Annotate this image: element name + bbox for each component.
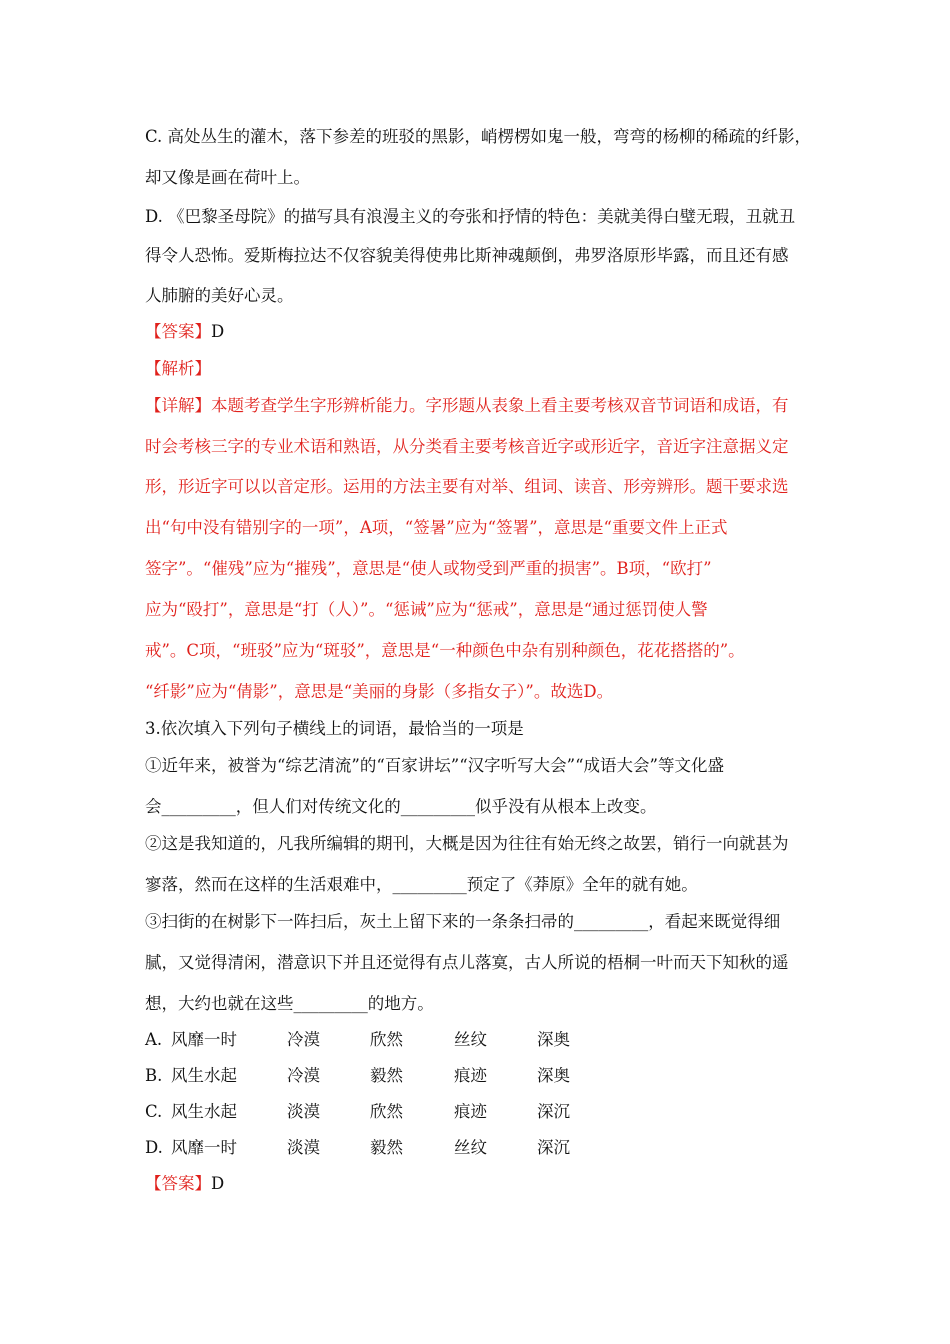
answer-value: D (211, 322, 225, 341)
option-word: 痕迹 (454, 1102, 487, 1121)
option-word: 淡漠 (287, 1102, 320, 1121)
option-word: 深沉 (537, 1102, 570, 1121)
analysis-tag: 【解析】 (145, 359, 211, 378)
sentence-3-line-2: 腻，又觉得清闲，潜意识下并且还觉得有点儿落寞，古人所说的梧桐一叶而天下知秋的遥 (145, 953, 789, 972)
question-3-stem: 3.依次填入下列句子横线上的词语，最恰当的一项是 (145, 719, 524, 738)
option-label: C. (145, 1102, 163, 1121)
option-word: 欣然 (370, 1030, 403, 1049)
answer-line-1 (145, 321, 224, 343)
sentence-3-line-3: 想，大约也就在这些_________的地方。 (145, 994, 434, 1013)
detail-line-3: 形，形近字可以以音定形。运用的方法主要有对举、组词、读音、形旁辨形。题干要求选 (145, 477, 789, 496)
option-label: D. (145, 1138, 163, 1157)
sentence-3-line-1: ③扫街的在树影下一阵扫后，灰土上留下来的一条条扫帚的_________，看起来既觉得细 (145, 912, 781, 931)
detail-line-5: 签字”。“催残”应为“摧残”，意思是“使人或物受到严重的损害”。B项，“欧打” (145, 559, 712, 578)
option-word: 欣然 (370, 1102, 403, 1121)
option-word: 深沉 (537, 1138, 570, 1157)
answer-value: D (211, 1174, 225, 1193)
detail-line-6: 应为“殴打”，意思是“打（人）”。“惩诫”应为“惩戒”，意思是“通过惩罚使人警 (145, 600, 708, 619)
answer-tag: 【答案】 (145, 322, 211, 341)
option-d-line-2: 得令人恐怖。爱斯梅拉达不仅容貌美得使弗比斯神魂颠倒，弗罗洛原形毕露，而且还有感 (145, 246, 789, 265)
option-word: 冷漠 (287, 1030, 320, 1049)
sentence-2-line-2: 寥落，然而在这样的生活艰难中，_________预定了《莽原》全年的就有她。 (145, 875, 698, 894)
option-word: 丝纹 (454, 1138, 487, 1157)
option-word: 深奥 (537, 1066, 570, 1085)
option-word: 毅然 (370, 1138, 403, 1157)
option-word: 风生水起 (171, 1066, 237, 1085)
detail-line-1: 【详解】本题考查学生字形辨析能力。字形题从表象上看主要考核双音节词语和成语，有 (145, 396, 789, 415)
sentence-1-line-2: 会_________，但人们对传统文化的_________似乎没有从根本上改变。 (145, 797, 657, 816)
option-word: 风靡一时 (171, 1030, 237, 1049)
answer-tag: 【答案】 (145, 1174, 211, 1193)
answer-line-2 (145, 1173, 224, 1195)
option-word: 风靡一时 (171, 1138, 237, 1157)
sentence-2-line-1: ②这是我知道的，凡我所编辑的期刊，大概是因为往往有始无终之故罢，销行一向就甚为 (145, 834, 789, 853)
option-d-line-1: D. 《巴黎圣母院》的描写具有浪漫主义的夸张和抒情的特色：美就美得白璧无瑕，丑就丑 (145, 207, 796, 226)
sentence-1-line-1: ①近年来，被誉为“综艺清流”的“百家讲坛”“汉字听写大会”“成语大会”等文化盛 (145, 756, 724, 775)
option-label: A. (145, 1030, 163, 1049)
detail-line-4: 出“句中没有错别字的一项”，A项，“签暑”应为“签署”，意思是“重要文件上正式 (145, 518, 728, 537)
option-c-line-2: 却又像是画在荷叶上。 (145, 168, 310, 187)
option-word: 丝纹 (454, 1030, 487, 1049)
detail-line-8: “纤影”应为“倩影”，意思是“美丽的身影（多指女子）”。故选D。 (145, 682, 614, 701)
option-word: 毅然 (370, 1066, 403, 1085)
option-word: 风生水起 (171, 1102, 237, 1121)
option-label: B. (145, 1066, 163, 1085)
detail-line-7: 戒”。C项，“班驳”应为“斑驳”，意思是“一种颜色中杂有别种颜色，花花搭搭的”。 (145, 641, 745, 660)
option-word: 冷漠 (287, 1066, 320, 1085)
detail-line-2: 时会考核三字的专业术语和熟语，从分类看主要考核音近字或形近字，音近字注意据义定 (145, 437, 789, 456)
option-d-line-3: 人肺腑的美好心灵。 (145, 286, 294, 305)
option-word: 深奥 (537, 1030, 570, 1049)
option-c-line-1: C. 高处丛生的灌木，落下参差的班驳的黑影，峭楞楞如鬼一般，弯弯的杨柳的稀疏的纤影， (145, 127, 812, 146)
option-word: 淡漠 (287, 1138, 320, 1157)
option-word: 痕迹 (454, 1066, 487, 1085)
